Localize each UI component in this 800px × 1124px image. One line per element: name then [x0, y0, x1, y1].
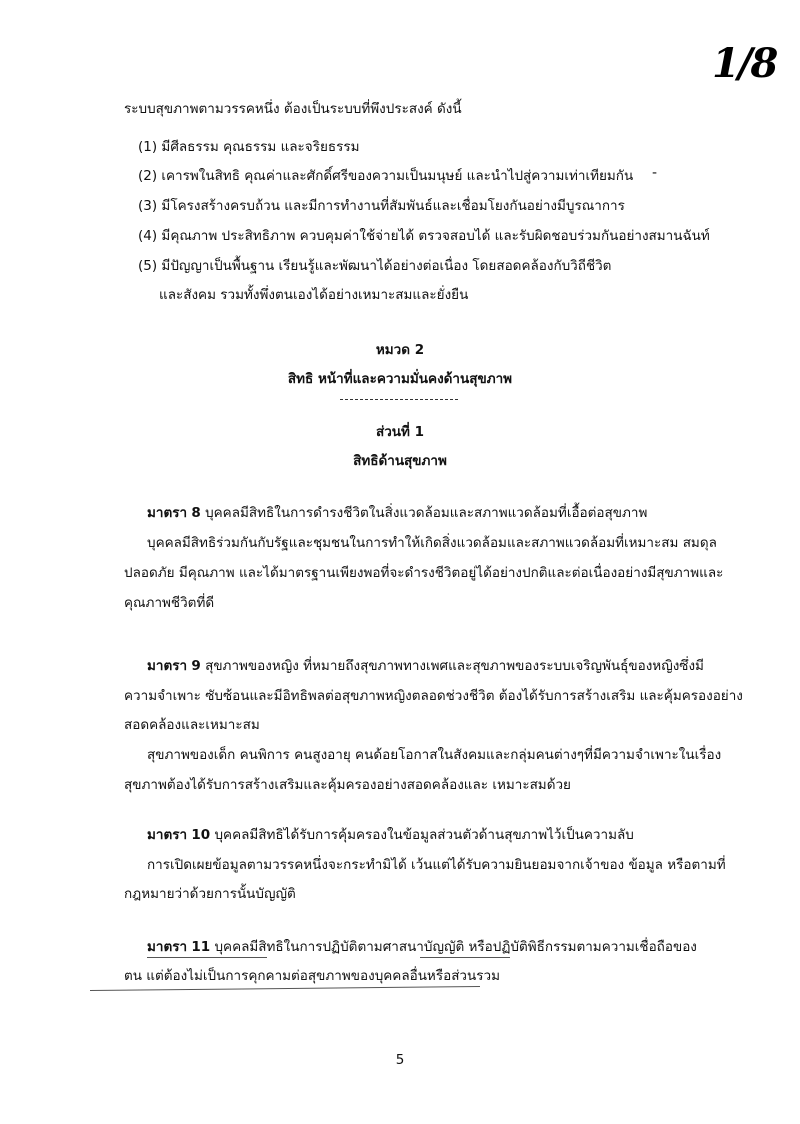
section-10-first-line [147, 825, 634, 845]
principle-1: (1) มีศีลธรรม คุณธรรม และจริยธรรม [138, 139, 360, 155]
chapter-title: สิทธิ หน้าที่และความมั่นคงด้านสุขภาพ [287, 371, 513, 387]
section-11-text-1: บุคคลมีสิทธิในการปฏิบัติตามศาสนาบัญญัติ หรือปฏิบัติพิธีกรรมตามความเชื่อถือของ [214, 939, 697, 955]
principle-3: (3) มีโครงสร้างครบถ้วน และมีการทำงานที่สัมพันธ์และเชื่อมโยงกันอย่างมีบูรณาการ [138, 198, 625, 214]
principle-5: (5) มีปัญญาเป็นพื้นฐาน เรียนรู้และพัฒนาได้อย่างต่อเนื่อง โดยสอดคล้องกับวิถีชีวิต [138, 258, 612, 274]
section-8-text-3: ปลอดภัย มีคุณภาพ และได้มาตรฐานเพียงพอที่จะดำรงชีวิตอยู่ได้อย่างปกติและต่อเนื่องอย่างมีสุขภาพและ [124, 565, 724, 581]
section-11-number: 11 [191, 939, 211, 955]
section-10-number: 10 [191, 827, 211, 843]
chapter-divider [340, 399, 458, 400]
section-8-text-2: บุคคลมีสิทธิร่วมกันกับรัฐและชุมชนในการทำให้เกิดสิ่งแวดล้อมและสภาพแวดล้อมที่เหมาะสม สมดุล [147, 535, 717, 551]
section-9-text-5: สุขภาพต้องได้รับการสร้างเสริมและคุ้มครองอย่างสอดคล้องและ เหมาะสมด้วย [124, 777, 571, 793]
section-8-number: 8 [191, 505, 201, 521]
section-10-text-3: กฎหมายว่าด้วยการนั้นบัญญัติ [124, 886, 296, 902]
section-8-text-4: คุณภาพชีวิตที่ดี [124, 595, 215, 611]
principle-4: (4) มีคุณภาพ ประสิทธิภาพ ควบคุมค่าใช้จ่ายได้ ตรวจสอบได้ และรับผิดชอบร่วมกันอย่างสมานฉันท์ [138, 228, 710, 244]
section-8-text-1: บุคคลมีสิทธิในการดำรงชีวิตในสิ่งแวดล้อมและสภาพแวดล้อมที่เอื้อต่อสุขภาพ [205, 505, 648, 521]
stray-mark: - [652, 165, 658, 181]
section-9-text-4: สุขภาพของเด็ก คนพิการ คนสูงอายุ คนด้อยโอกาสในสังคมและกลุ่มคนต่างๆที่มีความจำเพาะในเรื่อง [147, 747, 722, 763]
part-title: สิทธิด้านสุขภาพ [353, 453, 447, 469]
part-number: ส่วนที่ 1 [375, 424, 425, 440]
principle-2: (2) เคารพในสิทธิ คุณค่าและศักดิ์ศรีของความเป็นมนุษย์ และนำไปสู่ความเท่าเทียมกัน [138, 168, 634, 184]
section-10-text-1: บุคคลมีสิทธิได้รับการคุ้มครองในข้อมูลส่วนตัวด้านสุขภาพไว้เป็นความลับ [214, 827, 634, 843]
page-number: 5 [395, 1052, 405, 1068]
section-11-first-line [147, 937, 697, 957]
section-10-text-2: การเปิดเผยข้อมูลตามวรรคหนึ่งจะกระทำมิได้ เว้นแต่ได้รับความยินยอมจากเจ้าของ ข้อมูล หรือตามที่ [147, 857, 726, 873]
intro-line: ระบบสุขภาพตามวรรคหนึ่ง ต้องเป็นระบบที่พึงประสงค์ ดังนี้ [124, 101, 462, 117]
section-8-label: มาตรา [147, 505, 188, 521]
section-8-first-line [147, 503, 647, 523]
section-10-label: มาตรา [147, 827, 188, 843]
handwritten-underline-1 [147, 957, 267, 958]
section-9-text-1: สุขภาพของหญิง ที่หมายถึงสุขภาพทางเพศและสุขภาพของระบบเจริญพันธุ์ของหญิงซึ่งมี [205, 658, 704, 674]
handwritten-underline-2 [420, 957, 510, 958]
section-9-number: 9 [191, 658, 201, 674]
section-11-text-2: ตน แต่ต้องไม่เป็นการคุกคามต่อสุขภาพของบุคคลอื่นหรือส่วนรวม [124, 968, 500, 984]
section-11-label: มาตรา [147, 939, 188, 955]
section-9-first-line [147, 656, 704, 676]
section-9-text-3: สอดคล้องและเหมาะสม [124, 717, 260, 733]
chapter-number: หมวด 2 [375, 342, 425, 358]
handwritten-underline-3 [90, 986, 480, 991]
section-9-text-2: ความจำเพาะ ซับซ้อนและมีอิทธิพลต่อสุขภาพหญิงตลอดช่วงชีวิต ต้องได้รับการสร้างเสริม และคุ้มครองอย่าง [124, 688, 743, 704]
handwritten-page-note: 1/8 [712, 40, 777, 87]
principle-5-cont: และสังคม รวมทั้งพึ่งตนเองได้อย่างเหมาะสมและยั่งยืน [159, 287, 469, 303]
section-9-label: มาตรา [147, 658, 188, 674]
